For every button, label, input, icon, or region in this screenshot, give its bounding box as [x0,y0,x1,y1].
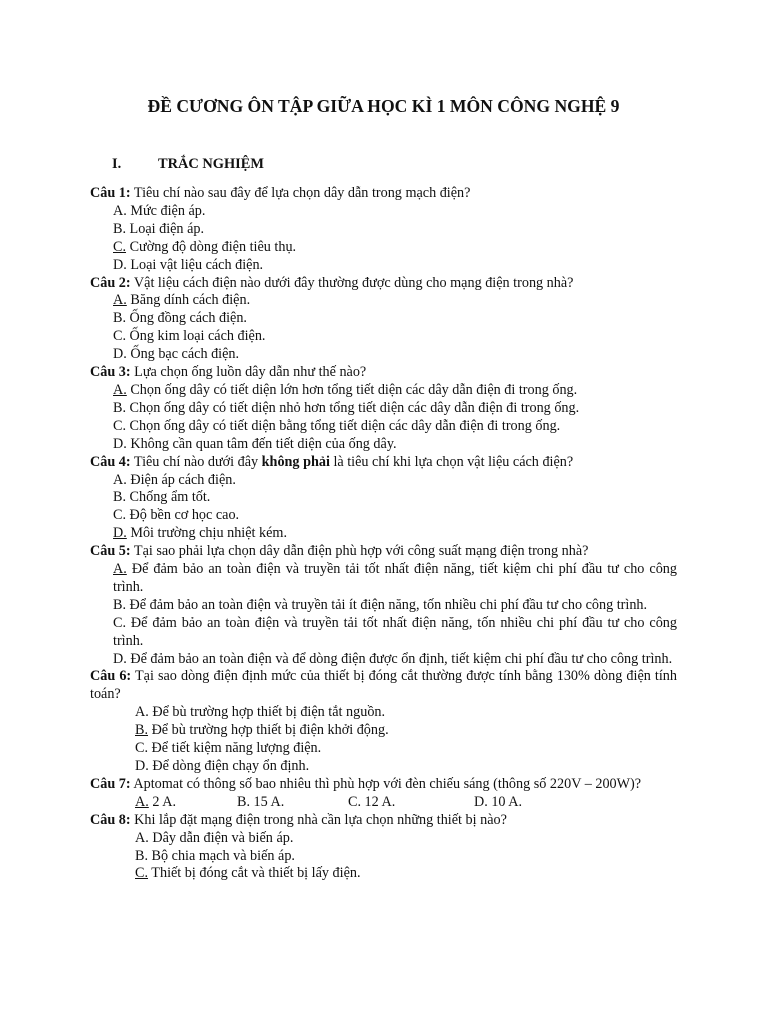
question-label: Câu 4: [90,453,131,470]
question-emphasis: không phải [261,453,330,470]
option-c: C. Để đảm bảo an toàn điện và truyền tải tốt nhất điện năng, tốn nhiều chi phí đầu tư cho công trình. [113,614,677,649]
option-d [90,525,677,543]
question-label: Câu 1: [90,185,131,201]
option-text: Để đảm bảo an toàn điện và truyền tải tốt nhất điện năng, tiết kiệm chi phí đầu tư cho công trình. [113,561,677,595]
option-a: A. Để bù trường hợp thiết bị điện tắt nguồn. [135,704,386,721]
option-a [90,382,677,400]
question-2 [90,275,677,293]
question-label: Câu 2: [90,274,131,291]
question-text: Tiêu chí nào sau đây để lựa chọn dây dẫn trong mạch điện? [130,185,471,201]
option-text: Chọn ống dây có tiết diện lớn hơn tổng tiết diện các dây dẫn điện đi trong ống. [126,381,578,398]
option-text: Để bù trường hợp thiết bị điện khởi động. [148,722,389,739]
option-c [90,239,677,257]
option-c: C. Ống kim loại cách điện. [113,328,266,345]
option-d: D. Loại vật liệu cách điện. [113,256,264,273]
question-text-end: là tiêu chí khi lựa chọn vật liệu cách điện? [329,453,574,470]
section-heading [112,155,264,173]
option-a: A. Điện áp cách điện. [113,471,236,488]
option-text: Băng dính cách điện. [126,292,251,309]
question-label: Câu 6: [90,668,132,685]
question-text: Vật liệu cách điện nào dưới đây thường được dùng cho mạng điện trong nhà? [130,274,574,291]
answer-letter: C. [135,865,149,882]
option-a [90,292,677,310]
answer-letter: A. [113,381,127,398]
question-6 [90,668,677,704]
option-d: D. Ống bạc cách điện. [113,346,240,363]
option-text: Cường độ dòng điện tiêu thụ. [126,238,297,255]
question-4 [90,454,677,472]
option-text: Môi trường chịu nhiệt kém. [126,525,287,542]
option-d: D. Để dòng điện chạy ổn định. [135,758,310,774]
option-b: B. Loại điện áp. [113,220,205,237]
answer-letter: A. [135,793,149,810]
question-3 [90,364,677,382]
answer-letter: A. [113,292,127,309]
option-a: A. Mức điện áp. [113,202,206,219]
question-text: Aptomat có thông số bao nhiêu thì phù hợp với đèn chiếu sáng (thông số 220V – 200W)? [130,775,642,792]
option-b: B. Chống ẩm tốt. [113,489,211,506]
option-text: 2 A. [148,793,176,810]
option-b: B. Bộ chia mạch và biến áp. [135,847,295,864]
option-c [90,865,677,883]
question-1 [90,185,677,203]
option-b: B. Chọn ống dây có tiết diện nhỏ hơn tổng tiết diện các dây dẫn điện đi trong ống. [113,399,580,416]
answer-letter: D. [113,525,127,542]
question-text: Tại sao dòng điện định mức của thiết bị đóng cắt thường được tính bằng 130% dòng điện tính toán? [90,668,677,703]
option-c: C. Để tiết kiệm năng lượng điện. [135,740,322,757]
question-list [90,185,677,883]
section-label: TRẮC NGHIỆM [158,156,264,172]
question-text: Lựa chọn ống luồn dây dẫn như thế nào? [130,364,367,381]
option-a [90,561,677,597]
question-text: Khi lắp đặt mạng điện trong nhà cần lựa chọn những thiết bị nào? [130,811,507,828]
option-b [90,722,677,740]
option-c: C. Độ bền cơ học cao. [113,507,240,524]
option-d: D. Không cần quan tâm đến tiết diện của ống dây. [113,435,397,452]
question-label: Câu 5: [90,543,131,560]
answer-letter: A. [113,561,127,578]
options-row [90,794,677,812]
question-label: Câu 7: [90,775,131,792]
answer-letter: C. [113,238,127,255]
question-8 [90,812,677,830]
option-a [135,794,237,812]
option-d: D. Để đảm bảo an toàn điện và để dòng điện được ổn định, tiết kiệm chi phí đầu tư cho công trình. [113,650,673,667]
question-label: Câu 3: [90,364,131,381]
question-text: Tại sao phải lựa chọn dây dẫn điện phù hợp với công suất mạng điện trong nhà? [130,543,589,560]
question-text: Tiêu chí nào dưới đây [130,453,262,470]
option-c: C. Chọn ống dây có tiết diện bằng tổng tiết diện các dây dẫn điện đi trong ống. [113,417,561,434]
option-b: B. Để đảm bảo an toàn điện và truyền tải ít điện năng, tốn nhiều chi phí đầu tư cho công trình. [113,596,648,613]
option-b: B. Ống đồng cách điện. [113,310,247,327]
section-number: I. [112,156,122,172]
question-label: Câu 8: [90,811,131,828]
option-a: A. Dây dẫn điện và biến áp. [135,829,294,846]
document-title: ĐỀ CƯƠNG ÔN TẬP GIỮA HỌC KÌ 1 MÔN CÔNG NGHỆ 9 [147,96,620,116]
answer-letter: B. [135,722,149,739]
option-d: D. 10 A. [474,793,523,810]
option-text: Thiết bị đóng cắt và thiết bị lấy điện. [148,865,361,882]
question-5 [90,543,677,561]
option-b: B. 15 A. [237,793,285,810]
option-c: C. 12 A. [348,793,396,810]
question-7 [90,776,677,794]
